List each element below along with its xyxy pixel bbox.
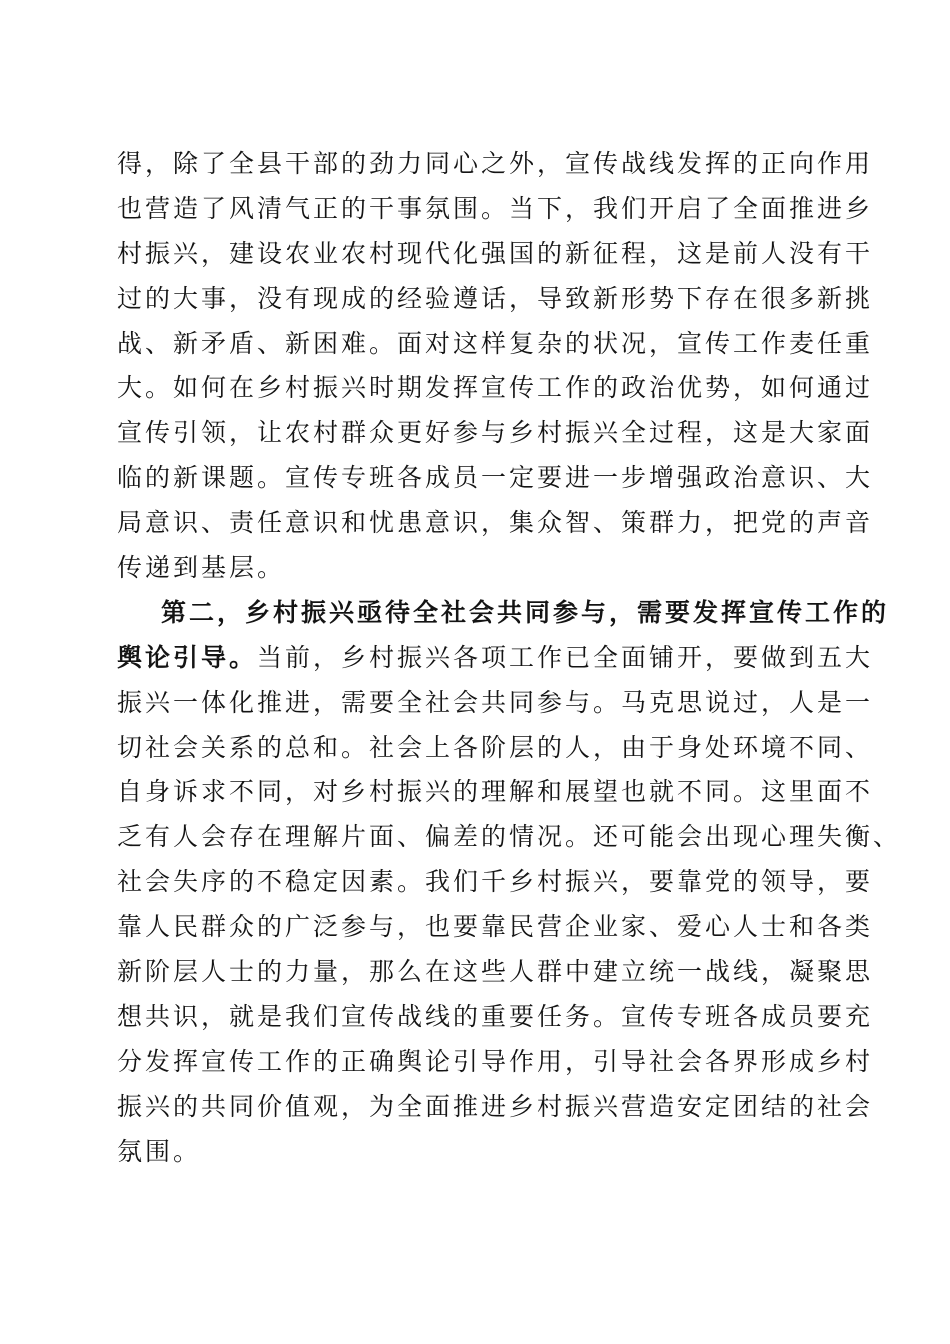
paragraph-heading: 第二，乡村振兴亟待全社会共同参与，需要发挥宣传工作的 [161, 597, 890, 627]
paragraph-1 [117, 142, 874, 591]
text-line: 大。如何在乡村振兴时期发挥宣传工作的政治优势，如何通过 [117, 373, 874, 403]
text-line [117, 636, 874, 681]
text-line: 传递到基层。 [117, 553, 286, 583]
text-line: 切社会关系的总和。社会上各阶层的人，由于身处环境不同、 [117, 732, 874, 762]
text-line: 得，除了全县干部的劲力同心之外，宣传战线发挥的正向作用 [117, 149, 874, 178]
text-line: 氛围。 [117, 1136, 202, 1166]
paragraph-heading-end: 舆论引导。 [117, 642, 258, 672]
text-line-rest: 当前，乡村振兴各项工作已全面铺开，要做到五大 [257, 642, 874, 672]
text-line: 社会失序的不稳定因素。我们千乡村振兴，要靠党的领导，要 [117, 867, 874, 897]
paragraph-2 [117, 591, 902, 1175]
text-line: 靠人民群众的广泛参与，也要靠民营企业家、爱心人士和各类 [117, 912, 874, 942]
text-line: 宣传引领，让农村群众更好参与乡村振兴全过程，这是大家面 [117, 418, 874, 448]
text-line: 新阶层人士的力量，那么在这些人群中建立统一战线，凝聚思 [117, 957, 874, 987]
text-line: 临的新课题。宣传专班各成员一定要进一步增强政治意识、大 [117, 463, 874, 493]
text-line: 分发挥宣传工作的正确舆论引导作用，引导社会各界形成乡村 [117, 1046, 874, 1076]
text-line: 过的大事，没有现成的经验遵话，导致新形势下存在很多新挑 [117, 283, 874, 313]
text-line: 振兴的共同价值观，为全面推进乡村振兴营造安定团结的社会 [117, 1091, 874, 1121]
text-line: 局意识、责任意识和忧患意识，集众智、策群力，把党的声音 [117, 508, 874, 538]
text-line: 想共识，就是我们宣传战线的重要任务。宣传专班各成员要充 [117, 1001, 874, 1031]
text-line: 村振兴，建设农业农村现代化强国的新征程，这是前人没有干 [117, 238, 874, 268]
text-line: 也营造了风清气正的干事氛围。当下，我们开启了全面推进乡 [117, 193, 874, 223]
text-line: 战、新矛盾、新困难。面对这样复杂的状况，宣传工作麦任重 [117, 328, 874, 358]
body-text [117, 142, 902, 1174]
text-line: 自身诉求不同，对乡村振兴的理解和展望也就不同。这里面不 [117, 777, 874, 807]
text-line: 乏有人会存在理解片面、偏差的情况。还可能会出现心理失衡、 [117, 822, 902, 852]
text-line: 振兴一体化推进，需要全社会共同参与。马克思说过，人是一 [117, 687, 874, 717]
